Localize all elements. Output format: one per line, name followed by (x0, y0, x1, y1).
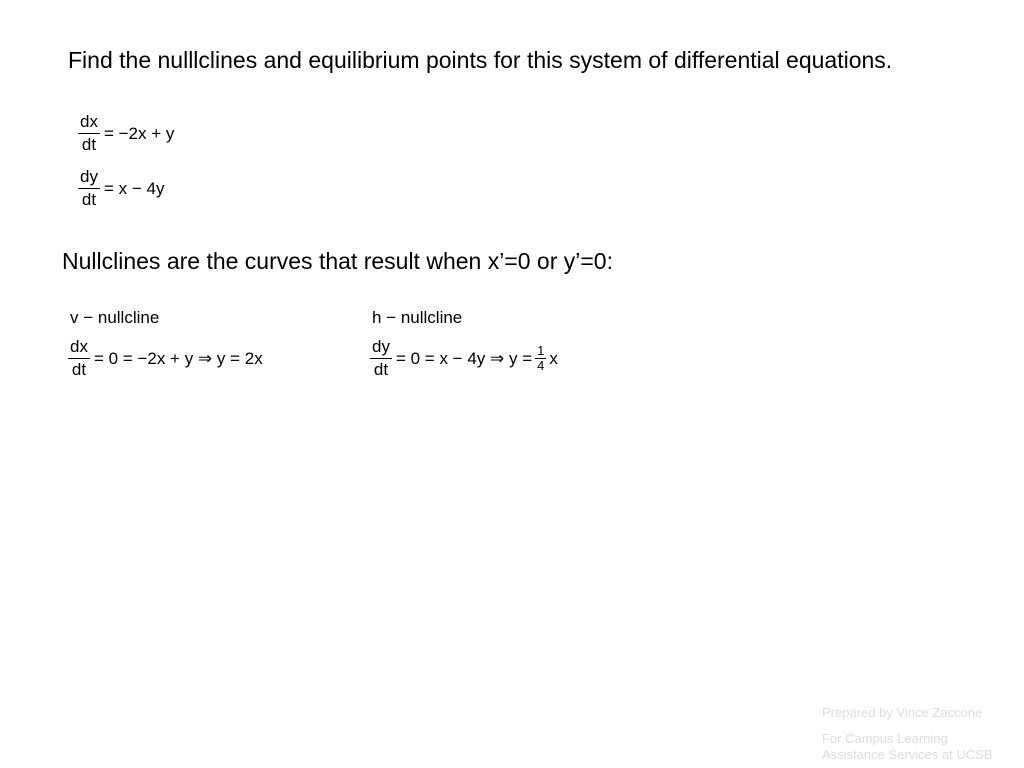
nullcline-heading: Nullclines are the curves that result when x’=0 or y’=0: (62, 248, 613, 274)
footer-credit-line-1: For Campus Learning (822, 731, 948, 746)
fraction-dy-dt (78, 166, 100, 211)
fraction-dy-dt (370, 336, 392, 381)
h-nullcline-label: h − nullcline (372, 308, 463, 327)
equation-rhs: = 0 = x − 4y ⇒ y = (395, 348, 533, 368)
footer-credit-line-2: Assistance Services at UCSB (822, 747, 993, 762)
fraction-numerator: dx (70, 337, 88, 356)
fraction-denominator: dt (81, 135, 97, 154)
v-nullcline-equation (68, 336, 263, 381)
fraction-numerator: dx (80, 112, 98, 131)
fraction-numerator: dy (372, 337, 390, 356)
equation-rhs: = −2x + y (103, 123, 175, 143)
fraction-denominator: dt (81, 190, 97, 209)
equation-dy-dt (78, 166, 164, 211)
coefficient-numerator: 1 (537, 343, 545, 358)
coefficient-denominator: 4 (537, 358, 545, 373)
coefficient-fraction (535, 344, 546, 373)
page-title: Find the nulllclines and equilibrium points for this system of differential equations. (68, 47, 893, 73)
fraction-numerator: dy (80, 167, 98, 186)
fraction-denominator: dt (373, 360, 389, 379)
h-nullcline-equation (370, 336, 558, 381)
fraction-dx-dt (78, 111, 100, 156)
footer-credit-author: Prepared by Vince Zaccone (822, 705, 983, 720)
equation-rhs: = 0 = −2x + y ⇒ y = 2x (93, 348, 263, 368)
fraction-denominator: dt (71, 360, 87, 379)
v-nullcline-label: v − nullcline (70, 308, 160, 327)
fraction-dx-dt (68, 336, 90, 381)
equation-dx-dt (78, 111, 174, 156)
equation-rhs: = x − 4y (103, 178, 165, 198)
equation-rhs-variable: x (549, 348, 558, 368)
